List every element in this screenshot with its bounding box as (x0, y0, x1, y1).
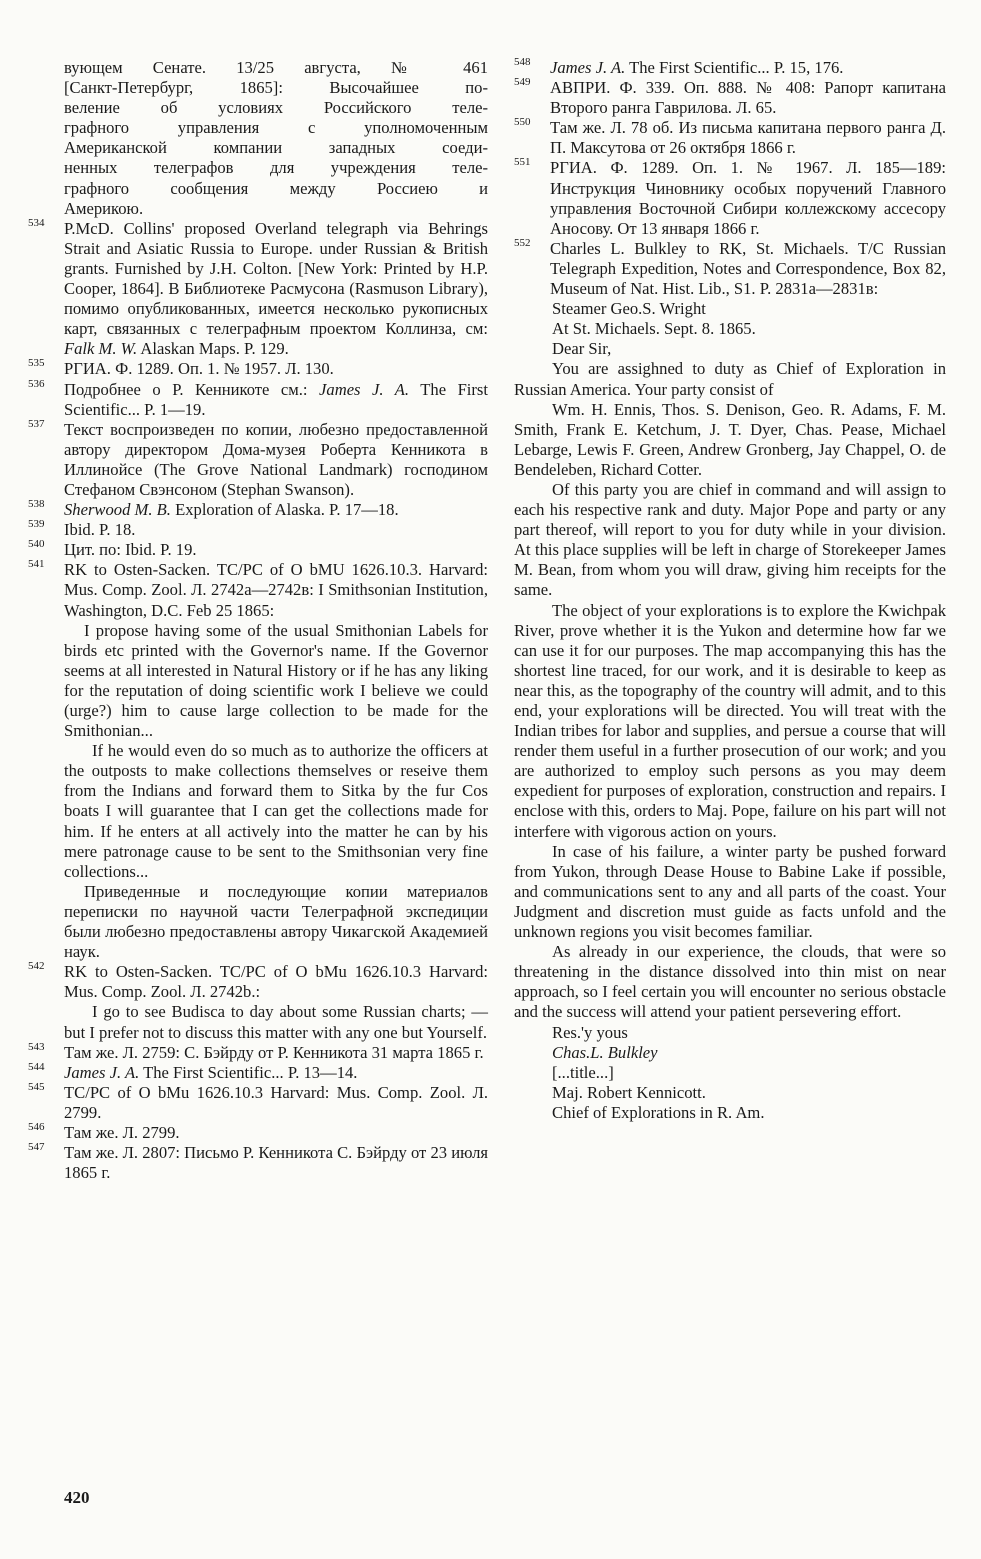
letter-paragraph: Of this party you are chief in command and will assign to each his respective rank and duty. Major Pope and party or any part thereof, will report to you for duty while in your division. At this place supplies will be left in charge of Storekeeper James M. Bean, from whom you will draw, giving him receipts for the same. (514, 479, 946, 600)
footnote-text: Alaskan Maps. P. 129. (137, 339, 289, 359)
footnote-number: 550 (514, 116, 531, 129)
page-number: 420 (64, 1488, 90, 1507)
footnote-text: RK to Osten-Sacken. TC/PC of O bMu 1626.10.3 Harvard: Mus. Comp. Zool. Л. 2742b.: (64, 962, 488, 1002)
text-line: графного управления с уполномоченным (64, 118, 488, 138)
footnote-text: Там же. Л. 2807: Письмо Р. Кенникота С. Бэйрду от 23 июля 1865 г. (64, 1143, 488, 1183)
letter-salutation: Dear Sir, (552, 339, 612, 359)
text-line: Американской компании западных соеди- (64, 138, 488, 158)
footnote-text: Там же. Л. 2759: С. Бэйрду от Р. Кенникота 31 марта 1865 г. (64, 1042, 484, 1062)
letter (514, 299, 946, 1123)
footnote-536 (28, 377, 489, 420)
footnote-text: РГИА. Ф. 1289. Оп. 1. № 1957. Л. 130. (64, 359, 334, 379)
footnote-text: АВПРИ. Ф. 339. Оп. 888. № 408: Рапорт капитана Второго ранга Гаврилова. Л. 65. (550, 78, 946, 118)
footnote-548 (514, 58, 946, 78)
letter-addressee-title: Chief of Explorations in R. Am. (552, 1102, 765, 1122)
footnote-text: Текст воспроизведен по копии, любезно предоставленной автору директором Дома-музея Роберта Кенникота в Иллинойсе (The Grove National Landmark) господином Стефаном Свэнсоном (Stephan Swanson). (64, 419, 488, 499)
letter-heading: Steamer Geo.S. Wright (552, 299, 706, 319)
footnote-number: 541 (28, 558, 45, 571)
letter-paragraph: I propose having some of the usual Smithonian Labels for birds etc printed with the Governor's name. If the Governor seems at all interested in Natural History or if he has any liking for the reputation of doing scientific work I believe we could (urge?) him to cause large collection to be made for the Smithonian... (64, 620, 488, 741)
letter-paragraph: Wm. H. Ennis, Thos. S. Denison, Geo. R. Adams, F. M. Smith, Frank E. Ketchum, J. T. Dyer, Chas. Pease, Michael Lebarge, Lewis F. Green, Andrew Gronberg, Jay Chappel, O. de Bendeleben, Richard Cotter. (514, 399, 946, 479)
footnote-text: Там же. Л. 2799. (64, 1122, 180, 1142)
letter-addressee: Maj. Robert Kennicott. (552, 1082, 706, 1102)
footnote-number: 545 (28, 1080, 45, 1093)
footnote-540 (28, 540, 488, 560)
footnote-534 (28, 216, 488, 360)
letter-paragraph: In case of his failure, a winter party be pushed forward from Yukon, through Dease House to Babine Lake if possible, and communications sent to any and all parts of the coast. Your Judgment and discretion must guide as facts unfold and the unknown regions you visit becomes familiar. (514, 841, 946, 942)
letter-heading: At St. Michaels. Sept. 8. 1865. (552, 319, 756, 339)
footnote-number: 552 (514, 236, 531, 249)
footnote-text: Там же. Л. 78 об. Из письма капитана первого ранга Д. П. Максутова от 26 октября 1866 г. (550, 118, 946, 158)
text-line: графного сообщения между Россиею и (64, 178, 488, 198)
footnote-535 (28, 359, 488, 379)
footnote-text: Цит. по: Ibid. P. 19. (64, 540, 197, 560)
footnote-number: 551 (514, 156, 531, 169)
signature-name: Chas.L. Bulkley (552, 1042, 658, 1062)
footnote-number: 539 (28, 518, 45, 531)
letter-paragraph: You are assighned to duty as Chief of Exploration in Russian America. Your party consist of (514, 359, 946, 399)
footnote-541 (28, 560, 488, 962)
footnote-number: 540 (28, 538, 45, 551)
footnote-text: Подробнее о Р. Кенникоте см.: (64, 379, 320, 399)
footnote-number: 542 (28, 960, 45, 973)
footnote-text: The First Scientific... P. 13—14. (139, 1062, 358, 1082)
footnote-545 (28, 1080, 488, 1123)
footnote-537 (28, 417, 488, 500)
footnote-552 (514, 236, 946, 299)
footnote-text: TC/PC of O bMu 1626.10.3 Harvard: Mus. Comp. Zool. Л. 2799. (64, 1082, 488, 1122)
footnote-number: 537 (28, 417, 45, 430)
footnote-text: RK to Osten-Sacken. TC/PC of O bMU 1626.10.3. Harvard: Mus. Comp. Zool. Л. 2742а—2742в: I Smithsonian Institution, Washington, D.C. Feb 25 1865: (64, 560, 488, 620)
footnote-538 (28, 500, 488, 520)
footnote-author: Falk M. W. (64, 339, 138, 359)
text-line: [Санкт-Петербург, 1865]: Высочайшее по- (64, 78, 488, 98)
letter-paragraph: I go to see Budisca to day about some Russian charts; — but I prefer not to discuss this matter with any one but Yourself. (64, 1002, 488, 1042)
footnote-text: The First Scientific... P. 1—19. (64, 379, 489, 419)
footnote-number: 549 (514, 76, 531, 89)
letter-closing: Res.'y yous (552, 1022, 628, 1042)
letter-signature (514, 1043, 946, 1063)
footnote-text: The First Scientific... P. 15, 176. (625, 58, 844, 77)
footnote-539 (28, 520, 488, 540)
text-line: Америкою. (64, 198, 144, 218)
footnote-number: 536 (28, 377, 45, 390)
footnote-author: James J. A. (319, 379, 410, 399)
letter-paragraph: If he would even do so much as to authorize the officers at the outposts to make collections themselves or reseive them from the Indians and forward them to Sitka by the fur Cos boats I will guarantee that I can get the collections made for him. If he enters at all actively into the matter he can by his mere patronage cause to be sent to the Smithsonian very fine collections... (64, 741, 488, 881)
footnote-text: Exploration of Alaska. P. 17—18. (170, 500, 399, 520)
footnote-542 (28, 962, 488, 1042)
footnote-number: 543 (28, 1040, 45, 1053)
footnote-author: Sherwood M. B. (64, 500, 171, 520)
footnote-number: 534 (28, 216, 45, 229)
footnote-author: James J. A. (550, 58, 626, 77)
footnote-544 (28, 1060, 488, 1083)
footnote-550 (514, 118, 946, 158)
right-column (514, 58, 946, 1123)
footnote-text: P.McD. Collins' proposed Overland telegraph via Behrings Strait and Asiatic Russia to Europe. under Russian & British grants. Furnished by J.H. Colton. [New York: Printed by H.P. Cooper, 1864]. В Библиотеке Расмусона (Rasmuson Library), помимо опубликованных, имеется несколько рукописных карт, связанных с телеграфным проектом Коллинза, см: (64, 218, 488, 339)
footnote-text: РГИА. Ф. 1289. Оп. 1. № 1967. Л. 185—189: Инструкция Чиновнику особых поручений Главного управления Восточной Сибири коллежскому ассесору Аносову. От 13 января 1866 г. (550, 158, 946, 238)
footnote-paragraph: Приведенные и последующие копии материалов переписки по научной части Телеграфной экспедиции были любезно предоставлены автору Чикагской Академией наук. (64, 881, 488, 962)
footnote-549 (514, 78, 946, 118)
footnote-546 (28, 1120, 488, 1143)
letter-paragraph: As already in our experience, the clouds, that were so threatening in the distance dissolved into thin mist on near approach, so I feel certain you will encounter no serious obstacle and the success will attend your patient persevering effort. (514, 942, 946, 1022)
footnote-number: 538 (28, 498, 45, 511)
footnote-author: James J. A. (64, 1062, 140, 1082)
letter-paragraph: The object of your explorations is to explore the Kwichpak River, prove whether it is the Yukon and determine how far we can use it for our purposes. The map accompanying this has the shortest line traced, for our work, and it is desirable to keep as near this, as the topography of the country will admit, and to this end, your explorations will be directed. You will treat with the Indian tribes for labor and supplies, and persue a course that will render them useful in a further prosecution of our work; and you are authorized to employ such persons as you may deem expedient for purposes of exploration, construction and repairs. I enclose with this, orders to Maj. Pope, failure on his part will not interfere with vigorous action on yours. (514, 600, 946, 841)
footnote-543 (28, 1040, 488, 1063)
letter-title: [...title...] (552, 1062, 614, 1082)
intro-text (64, 58, 488, 219)
left-column (28, 58, 489, 1183)
text-line: веление об условиях Российского теле- (64, 98, 488, 118)
text-line: вующем Сенате. 13/25 августа, № 461 (64, 58, 488, 77)
text-line: ненных телеграфов для учреждения теле- (64, 158, 488, 178)
footnote-number: 546 (28, 1120, 45, 1133)
footnote-number: 535 (28, 357, 45, 370)
footnote-number: 547 (28, 1141, 45, 1154)
footnote-number: 544 (28, 1060, 45, 1073)
footnote-551 (514, 158, 946, 238)
footnote-number: 548 (514, 56, 531, 68)
footnote-547 (28, 1143, 488, 1183)
footnote-text: Ibid. P. 18. (64, 520, 136, 540)
footnote-text: Charles L. Bulkley to RK, St. Michaels. T/C Russian Telegraph Expedition, Notes and Correspondence, Box 82, Museum of Nat. Hist. Lib., S1. P. 2831а—2831в: (550, 238, 946, 299)
